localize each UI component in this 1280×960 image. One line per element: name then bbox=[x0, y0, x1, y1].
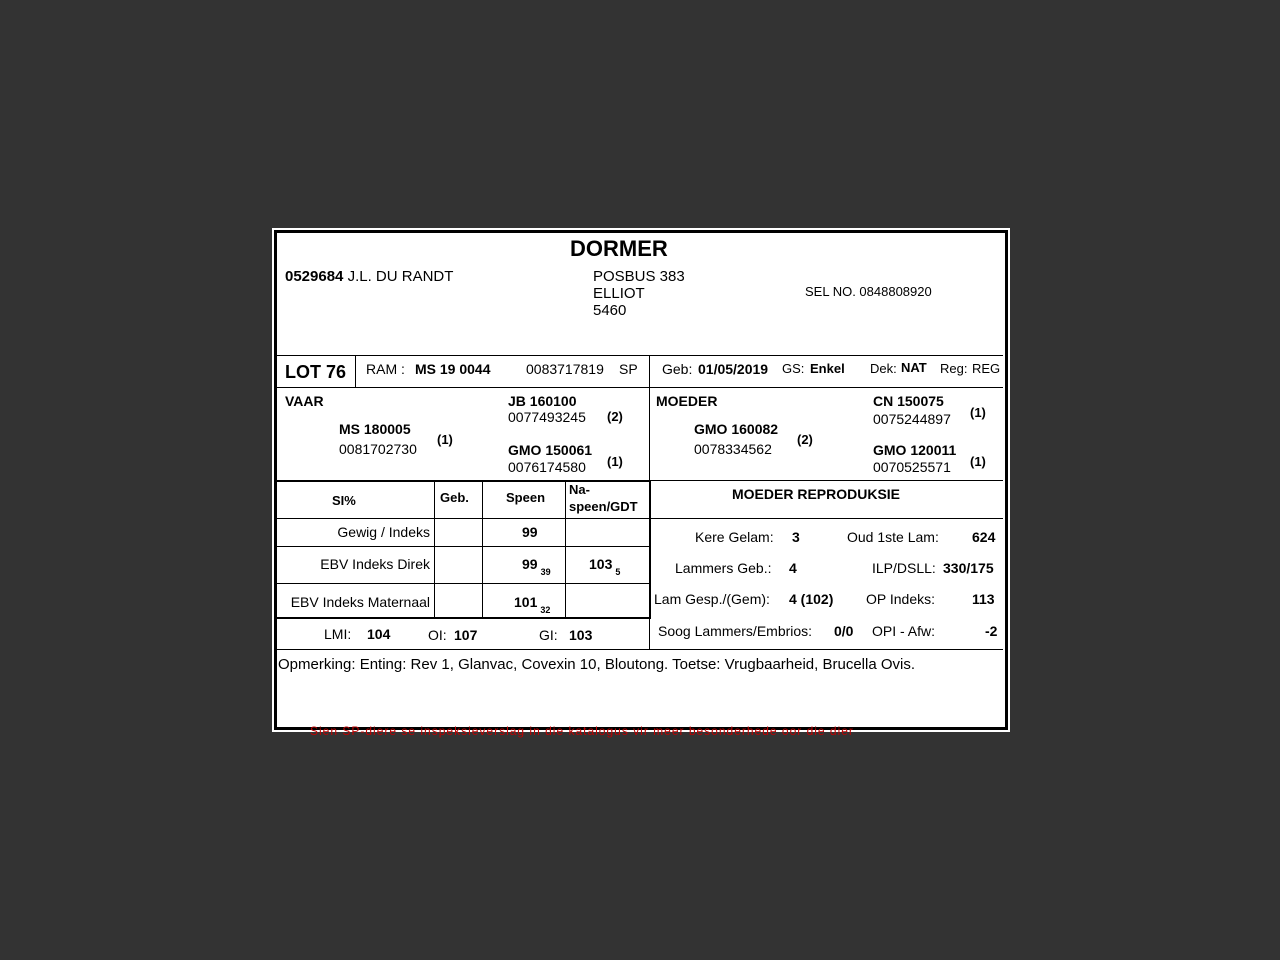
dek-value: NAT bbox=[901, 360, 927, 375]
remark: Opmerking: Enting: Rev 1, Glanvac, Covexin 10, Bloutong. Toetse: Vrugbaarheid, Brucella Ovis. bbox=[278, 656, 916, 673]
reg-value: REG bbox=[972, 361, 1001, 376]
dam-reg: 0078334562 bbox=[694, 441, 772, 457]
sire-dam-reg: 0076174580 bbox=[508, 459, 586, 475]
si-row-3-speen-value: 101 bbox=[514, 594, 538, 610]
si-row-label-2: EBV Indeks Direk bbox=[320, 556, 430, 572]
soog-label: Soog Lammers/Embrios: bbox=[658, 623, 813, 639]
si-row-2-naspeen-value: 103 bbox=[589, 556, 613, 572]
si-row-1-speen-value: 99 bbox=[522, 524, 538, 540]
address-line-2: ELLIOT bbox=[593, 285, 645, 302]
kere-gelam-label: Kere Gelam: bbox=[695, 529, 774, 545]
lammers-geb-value: 4 bbox=[789, 560, 797, 576]
dam-code: (2) bbox=[797, 432, 813, 447]
dam-section-label: MOEDER bbox=[656, 393, 718, 409]
si-col-1 bbox=[434, 481, 435, 618]
oud-value: 624 bbox=[972, 529, 996, 545]
kere-gelam-value: 3 bbox=[792, 529, 800, 545]
dam-dam-id: GMO 120011 bbox=[873, 442, 957, 458]
divider-pedigree-bottom-thick bbox=[277, 481, 650, 482]
dam-sire-id: CN 150075 bbox=[873, 393, 944, 409]
gi-label: GI: bbox=[539, 627, 558, 643]
ram-class: SP bbox=[619, 361, 638, 377]
soog-value: 0/0 bbox=[834, 623, 854, 639]
divider-table-bottom-thick bbox=[277, 618, 650, 619]
sire-section-label: VAAR bbox=[285, 393, 324, 409]
divider-lot-bottom bbox=[277, 387, 1003, 388]
breeder-name: J.L. DU RANDT bbox=[347, 268, 454, 285]
opi-label: OPI - Afw: bbox=[872, 623, 936, 639]
address-line-1: POSBUS 383 bbox=[593, 268, 685, 285]
ram-reg: 0083717819 bbox=[526, 361, 604, 377]
breeder-line bbox=[285, 268, 453, 285]
oi-label: OI: bbox=[428, 627, 447, 643]
si-row-3 bbox=[277, 583, 650, 584]
oud-label: Oud 1ste Lam: bbox=[847, 529, 939, 545]
divider-main-v-thick bbox=[650, 481, 651, 619]
si-row-label-3: EBV Indeks Maternaal bbox=[290, 594, 430, 610]
sire-code: (1) bbox=[437, 432, 453, 447]
sire-sire-reg: 0077493245 bbox=[508, 409, 586, 425]
divider-lot-top bbox=[277, 355, 1003, 356]
gs-value: Enkel bbox=[810, 361, 845, 376]
sire-reg: 0081702730 bbox=[339, 441, 417, 457]
breeder-number: 0529684 bbox=[285, 268, 344, 285]
sire-dam-id: GMO 150061 bbox=[508, 442, 593, 458]
divider-repro-title bbox=[650, 518, 1003, 519]
si-header-geb: Geb. bbox=[440, 490, 469, 505]
si-row-2-speen-value: 99 bbox=[522, 556, 538, 572]
birth-label: Geb: bbox=[662, 361, 693, 377]
si-row-2-speen-acc: 39 bbox=[540, 567, 551, 577]
dek-label: Dek: bbox=[870, 361, 897, 376]
breed-title: DORMER bbox=[570, 236, 668, 261]
dam-dam-reg: 0070525571 bbox=[873, 459, 951, 475]
sire-sire-id: JB 160100 bbox=[508, 393, 577, 409]
si-col-3 bbox=[565, 481, 566, 618]
lot-number: LOT 76 bbox=[285, 362, 347, 382]
divider-index-bottom bbox=[277, 649, 1003, 650]
si-row-3-speen bbox=[514, 594, 551, 615]
op-label: OP Indeks: bbox=[866, 591, 936, 607]
opi-value: -2 bbox=[985, 623, 998, 639]
si-row-3-speen-acc: 32 bbox=[540, 605, 551, 615]
si-header-naspeen-2: speen/GDT bbox=[569, 499, 638, 514]
gi-value: 103 bbox=[569, 627, 593, 643]
footer-note-strip bbox=[272, 724, 1010, 738]
lmi-label: LMI: bbox=[324, 626, 352, 642]
oi-value: 107 bbox=[454, 627, 478, 643]
op-value: 113 bbox=[972, 591, 995, 607]
gs-label: GS: bbox=[782, 361, 805, 376]
lot-card bbox=[272, 228, 1010, 738]
si-row-2-naspeen-acc: 5 bbox=[615, 567, 621, 577]
si-col-2 bbox=[482, 481, 483, 618]
sire-dam-code: (1) bbox=[607, 454, 623, 469]
dam-id: GMO 160082 bbox=[694, 421, 779, 437]
si-row-2 bbox=[277, 546, 650, 547]
ilp-label: ILP/DSLL: bbox=[872, 560, 936, 576]
footer-note: Sien SP-diere se inspeksieverslag in die katalogus vir meer besonderhede oor die dier bbox=[310, 724, 854, 738]
ram-label: RAM : bbox=[366, 361, 405, 377]
si-row-2-speen bbox=[522, 556, 551, 577]
si-row-label-1: Gewig / Indeks bbox=[337, 524, 430, 540]
lammers-geb-label: Lammers Geb.: bbox=[675, 560, 772, 576]
lam-gesp-label: Lam Gesp./(Gem): bbox=[654, 591, 770, 607]
si-header-naspeen-1: Na- bbox=[569, 482, 590, 497]
sire-id: MS 180005 bbox=[339, 421, 411, 437]
dam-dam-code: (1) bbox=[970, 454, 986, 469]
reg-label: Reg: bbox=[940, 361, 968, 376]
ram-id: MS 19 0044 bbox=[415, 361, 491, 377]
lmi-value: 104 bbox=[367, 626, 391, 642]
ilp-value: 330/175 bbox=[943, 560, 994, 576]
dam-sire-reg: 0075244897 bbox=[873, 411, 951, 427]
si-row-1 bbox=[277, 518, 650, 519]
si-header-si: SI% bbox=[332, 493, 356, 508]
si-row-1-speen bbox=[522, 524, 538, 540]
repro-title: MOEDER REPRODUKSIE bbox=[732, 486, 901, 502]
sire-sire-code: (2) bbox=[607, 409, 623, 424]
si-row-2-naspeen bbox=[589, 556, 621, 577]
address-line-3: 5460 bbox=[593, 302, 627, 319]
divider-lot-v bbox=[355, 355, 356, 387]
si-header-speen: Speen bbox=[506, 490, 546, 505]
lam-gesp-value: 4 (102) bbox=[789, 591, 834, 607]
dam-sire-code: (1) bbox=[970, 405, 986, 420]
sel-number: SEL NO. 0848808920 bbox=[805, 284, 932, 299]
birth-date: 01/05/2019 bbox=[698, 361, 769, 377]
